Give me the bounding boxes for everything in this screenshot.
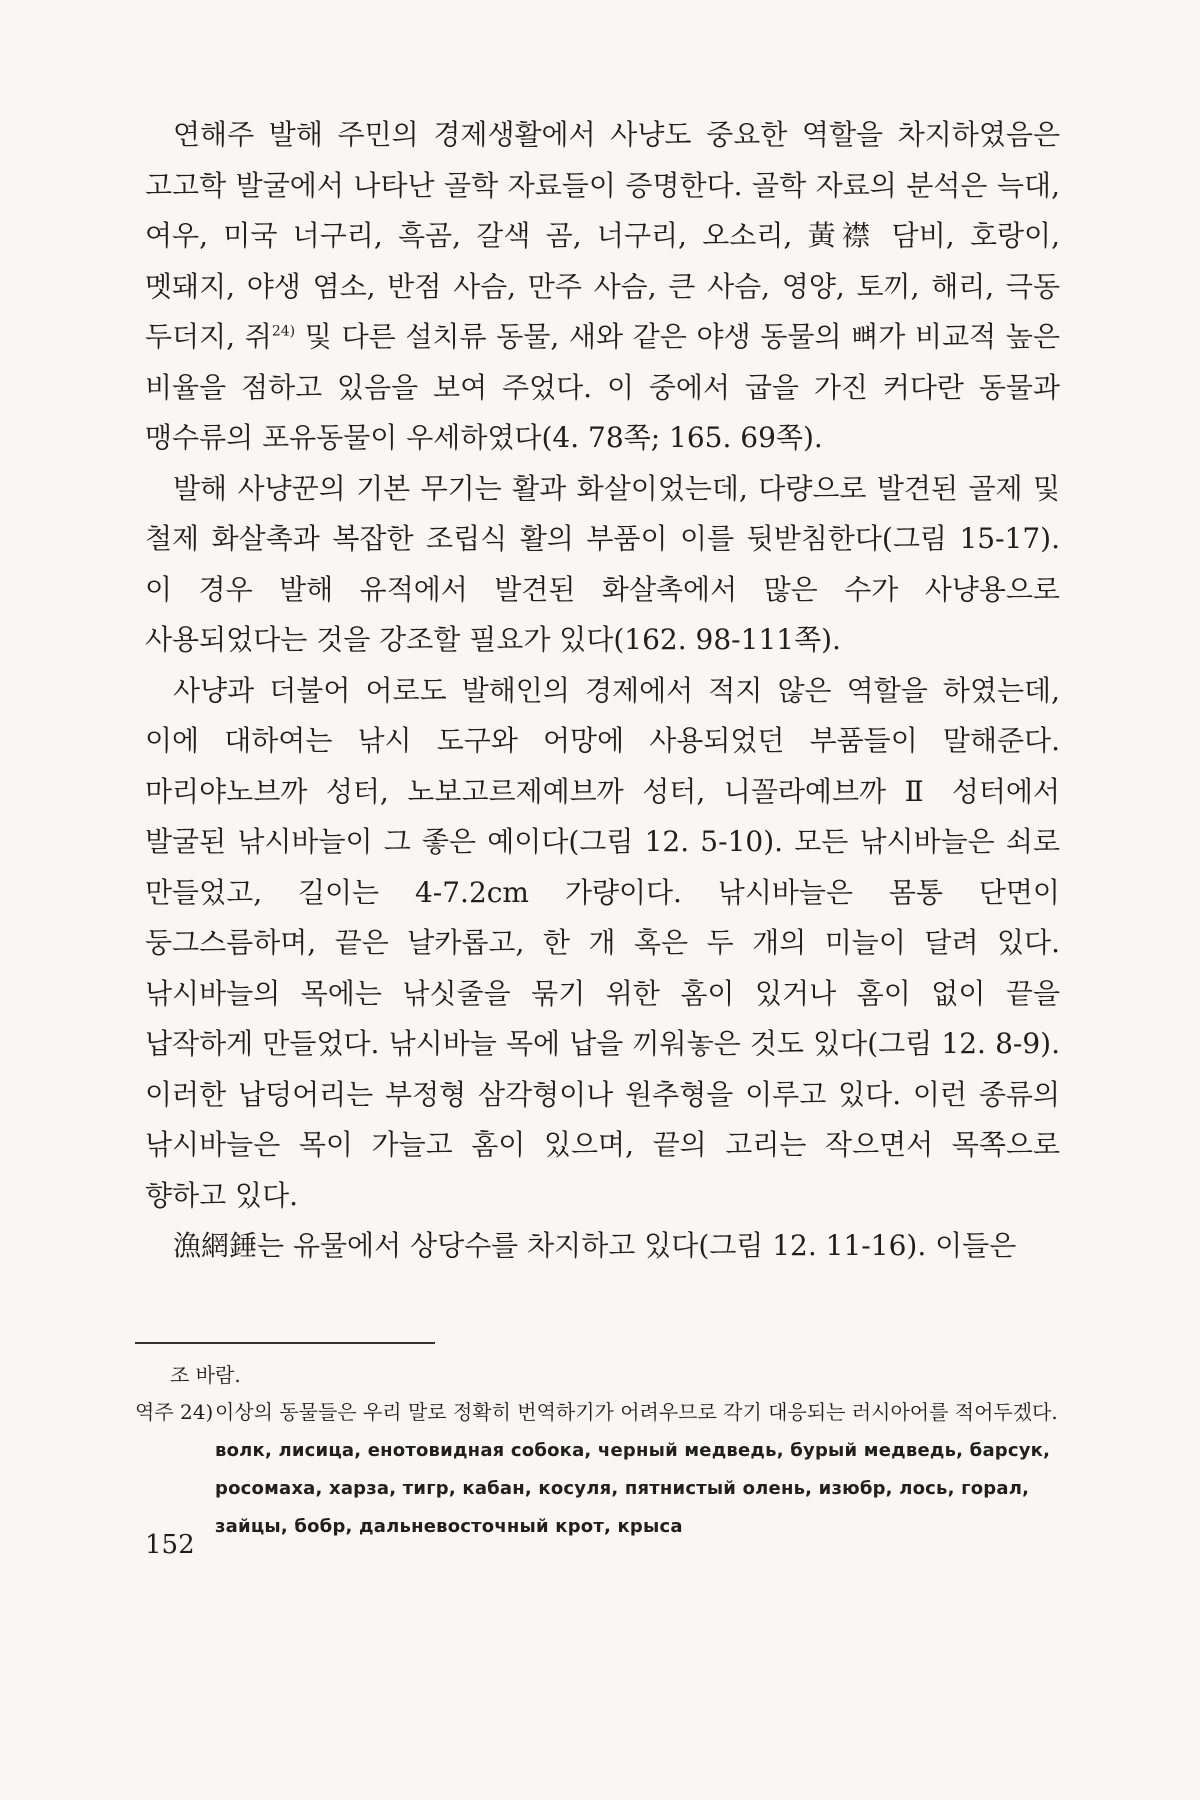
translator-footnote [135,1394,1060,1545]
paragraph-hunting-bones [145,110,1060,464]
paragraph-text: 및 다른 설치류 동물, 새와 같은 야생 동물의 뼈가 비교적 높은 비율을 점하고 있음을 보여 주었다. 이 중에서 굽을 가진 커다란 동물과 맹수류의 포유동물이 우세하였다(4. 78쪽; 165. 69쪽). [145,320,1060,454]
footnote-russian-terms: волк, лисица, енотовидная собока, черный медведь, бурый медведь, барсук, росомаха, харза, тигр, кабан, косуля, пятнистый олень, изюбр, лось, горал, зайцы, бобр, дальневосточный крот, крыса [215,1439,1051,1537]
footnote-continuation: 조 바람. [170,1362,241,1387]
footnote-label: 역주 24) [135,1399,214,1424]
paragraph-hunting-weapons: 발해 사냥꾼의 기본 무기는 활과 화살이었는데, 다량으로 발견된 골제 및 철제 화살촉과 복잡한 조립식 활의 부품이 이를 뒷받침한다(그림 15-17). 이 경우 발해 유적에서 발견된 화살촉에서 많은 수가 사냥용으로 사용되었다는 것을 강조할 필요가 있다(162. 98-111쪽). [145,471,1060,656]
footnote-reference[interactable]: 24) [271,323,296,340]
footnote-divider [135,1342,435,1344]
footnote-korean-text: 이상의 동물들은 우리 말로 정확히 번역하기가 어려우므로 각기 대응되는 러시아어를 적어두겠다. [215,1399,1058,1424]
paragraph-fishing-tools: 사냥과 더불어 어로도 발해인의 경제에서 적지 않은 역할을 하였는데, 이에 대하여는 낚시 도구와 어망에 사용되었던 부품들이 말해준다. 마리야노브까 성터, 노보고르제예브까 성터, 니꼴라예브까 Ⅱ 성터에서 발굴된 낚시바늘이 그 좋은 예이다(그림 12. 5-10). 모든 낚시바늘은 쇠로 만들었고, 길이는 4-7.2cm 가량이다. 낚시바늘은 몸통 단면이 둥그스름하며, 끝은 날카롭고, 한 개 혹은 두 개의 미늘이 달려 있다. 낚시바늘의 목에는 낚싯줄을 묶기 위한 홈이 있거나 홈이 없이 끝을 납작하게 만들었다. 낚시바늘 목에 납을 끼워놓은 것도 있다(그림 12. 8-9). 이러한 납덩어리는 부정형 삼각형이나 원추형을 이루고 있다. 이런 종류의 낚시바늘은 목이 가늘고 홈이 있으며, 끝의 고리는 작으면서 목쪽으로 향하고 있다. [145,673,1060,1212]
paragraph-text: 연해주 발해 주민의 경제생활에서 사냥도 중요한 역할을 차지하였음은 고고학 발굴에서 나타난 골학 자료들이 증명한다. 골학 자료의 분석은 늑대, 여우, 미국 너구리, 흑곰, 갈색 곰, 너구리, 오소리, 黃襟 담비, 호랑이, 멧돼지, 야생 염소, 반점 사슴, 만주 사슴, 큰 사슴, 영양, 토끼, 해리, 극동 두더지, 쥐 [145,118,1060,353]
paragraph-net-sinkers: 漁網錘는 유물에서 상당수를 차지하고 있다(그림 12. 11-16). 이들은 [173,1229,1017,1262]
page-number: 152 [145,1530,195,1560]
